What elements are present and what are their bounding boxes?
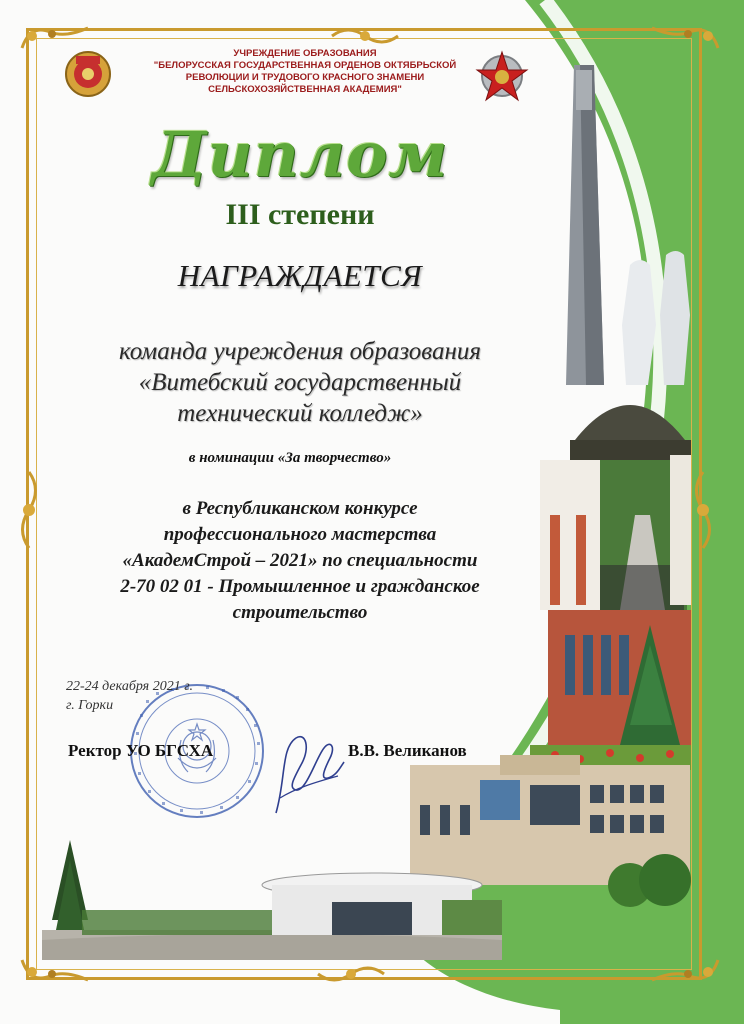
ornament-top-left (20, 22, 90, 52)
date-place-block (66, 677, 193, 715)
contest-line-4: 2-70 02 01 - Промышленное и гражданское (120, 576, 480, 597)
ornament-bottom-right (650, 956, 720, 986)
handwritten-signature (266, 718, 346, 828)
contest-line-5: строительство (232, 602, 368, 623)
signer-name: В.В. Великанов (348, 741, 467, 760)
order-of-red-banner-emblem (64, 50, 112, 98)
awarded-heading: НАГРАЖДАЕТСЯ (177, 258, 423, 293)
contest-line-3: «АкадемСтрой – 2021» по специальности (122, 550, 478, 571)
ornament-right-middle (690, 470, 716, 550)
header-line-4: СЕЛЬСКОХОЗЯЙСТВЕННАЯ АКАДЕМИЯ" (208, 84, 402, 95)
signer-position: Ректор УО БГСХА (68, 741, 214, 760)
diploma-degree: III степени (225, 198, 375, 231)
ornament-left-middle (16, 470, 42, 550)
recipient-line-1: команда учреждения образования (119, 338, 481, 365)
ornament-bottom-center (316, 958, 386, 988)
award-place: г. Горки (66, 698, 114, 713)
diploma-title: Диплом (151, 118, 449, 191)
nomination-text: в номинации «За творчество» (188, 450, 392, 466)
contest-line-1: в Республиканском конкурсе (182, 498, 418, 519)
institution-header (120, 48, 490, 96)
contest-line-2: профессионального мастерства (163, 524, 437, 545)
ornament-top-right (650, 22, 720, 52)
award-date: 22-24 декабря 2021 г. (66, 679, 193, 694)
recipient-block (60, 336, 540, 429)
header-line-1: УЧРЕЖДЕНИЕ ОБРАЗОВАНИЯ (233, 48, 377, 59)
contest-block (40, 496, 560, 626)
header-line-2: "БЕЛОРУССКАЯ ГОСУДАРСТВЕННАЯ ОРДЕНОВ ОКТЯБРЬСКОЙ (153, 60, 457, 71)
header-line-3: РЕВОЛЮЦИИ И ТРУДОВОГО КРАСНОГО ЗНАМЕНИ (185, 72, 425, 83)
ornament-bottom-left (20, 956, 90, 986)
recipient-line-2: «Витебский государственный (138, 369, 462, 396)
recipient-line-3: технический колледж» (177, 400, 423, 427)
